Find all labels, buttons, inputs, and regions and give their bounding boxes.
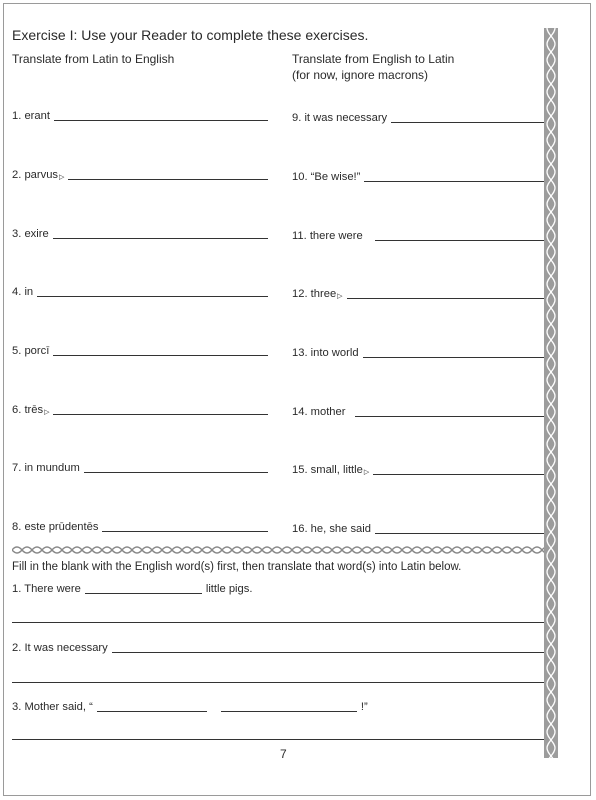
answer-line[interactable] [102, 531, 268, 532]
right-item-12 [292, 286, 548, 300]
left-item-5 [12, 343, 268, 357]
fill-question-3 [12, 699, 368, 713]
item-label: 14. mother [292, 406, 346, 418]
item-label: 10. “Be wise!” [292, 171, 361, 183]
question-text: 1. There were [12, 583, 81, 595]
right-item-14 [292, 404, 548, 418]
item-label: 3. exire [12, 228, 49, 240]
item-label: 1. erant [12, 110, 50, 122]
answer-line[interactable] [68, 179, 268, 180]
latin-translation-line[interactable] [12, 622, 547, 623]
fill-in-instructions: Fill in the blank with the English word(s) first, then translate that word(s) into Latin below. [12, 561, 462, 573]
item-label: 2. parvus [12, 169, 59, 181]
page-number: 7 [280, 747, 287, 761]
item-label: 4. in [12, 286, 34, 298]
answer-line[interactable] [37, 296, 268, 297]
answer-blank[interactable] [85, 593, 202, 594]
right-column-heading-line2: (for now, ignore macrons) [292, 68, 429, 82]
left-item-1 [12, 108, 268, 122]
question-text: !” [360, 701, 368, 713]
answer-line[interactable] [363, 357, 548, 358]
answer-line[interactable] [375, 240, 548, 241]
ornamental-side-border [541, 28, 561, 758]
fill-question-1 [12, 581, 252, 595]
answer-line[interactable] [347, 298, 548, 299]
answer-line[interactable] [375, 533, 548, 534]
item-label: 13. into world [292, 347, 359, 359]
fill-question-2 [12, 640, 547, 654]
item-label: 7. in mundum [12, 462, 80, 474]
item-label: 15. small, little [292, 464, 363, 476]
triangle-marker-icon: ▷ [44, 409, 50, 416]
latin-translation-line[interactable] [12, 739, 547, 740]
right-column-heading-line1: Translate from English to Latin [292, 52, 455, 66]
answer-line[interactable] [54, 120, 268, 121]
question-text: 3. Mother said, “ [12, 701, 93, 713]
left-item-6 [12, 402, 268, 416]
right-item-15 [292, 462, 548, 476]
item-label: 8. este prūdentēs [12, 521, 99, 533]
question-text: 2. It was necessary [12, 642, 108, 654]
right-item-11 [292, 228, 548, 242]
item-label: 11. there were [292, 230, 363, 242]
item-label: 9. it was necessary [292, 112, 388, 124]
right-item-10 [292, 169, 548, 183]
answer-line[interactable] [364, 181, 548, 182]
answer-line[interactable] [53, 238, 268, 239]
item-label: 16. he, she said [292, 523, 371, 535]
right-item-13 [292, 345, 548, 359]
latin-translation-line[interactable] [12, 682, 547, 683]
triangle-marker-icon: ▷ [337, 293, 343, 300]
left-item-3 [12, 226, 268, 240]
triangle-marker-icon: ▷ [363, 469, 370, 476]
answer-line[interactable] [53, 355, 268, 356]
left-item-2 [12, 167, 268, 181]
answer-line[interactable] [391, 122, 548, 123]
left-item-7 [12, 460, 268, 474]
answer-line[interactable] [84, 472, 268, 473]
answer-blank[interactable] [112, 652, 547, 653]
left-item-4 [12, 284, 268, 298]
answer-line[interactable] [355, 416, 548, 417]
triangle-marker-icon: ▷ [59, 174, 65, 181]
answer-blank[interactable] [221, 711, 357, 712]
ornamental-divider [12, 544, 550, 556]
right-item-9 [292, 110, 548, 124]
item-label: 5. porcī [12, 345, 50, 357]
exercise-title: Exercise I: Use your Reader to complete these exercises. [12, 27, 369, 43]
answer-blank[interactable] [97, 711, 207, 712]
item-label: 12. three [292, 288, 337, 300]
left-column-heading: Translate from Latin to English [12, 52, 175, 66]
question-text: little pigs. [205, 583, 253, 595]
answer-line[interactable] [53, 414, 268, 415]
answer-line[interactable] [373, 474, 548, 475]
right-item-16 [292, 521, 548, 535]
left-item-8 [12, 519, 268, 533]
item-label: 6. trēs [12, 404, 44, 416]
